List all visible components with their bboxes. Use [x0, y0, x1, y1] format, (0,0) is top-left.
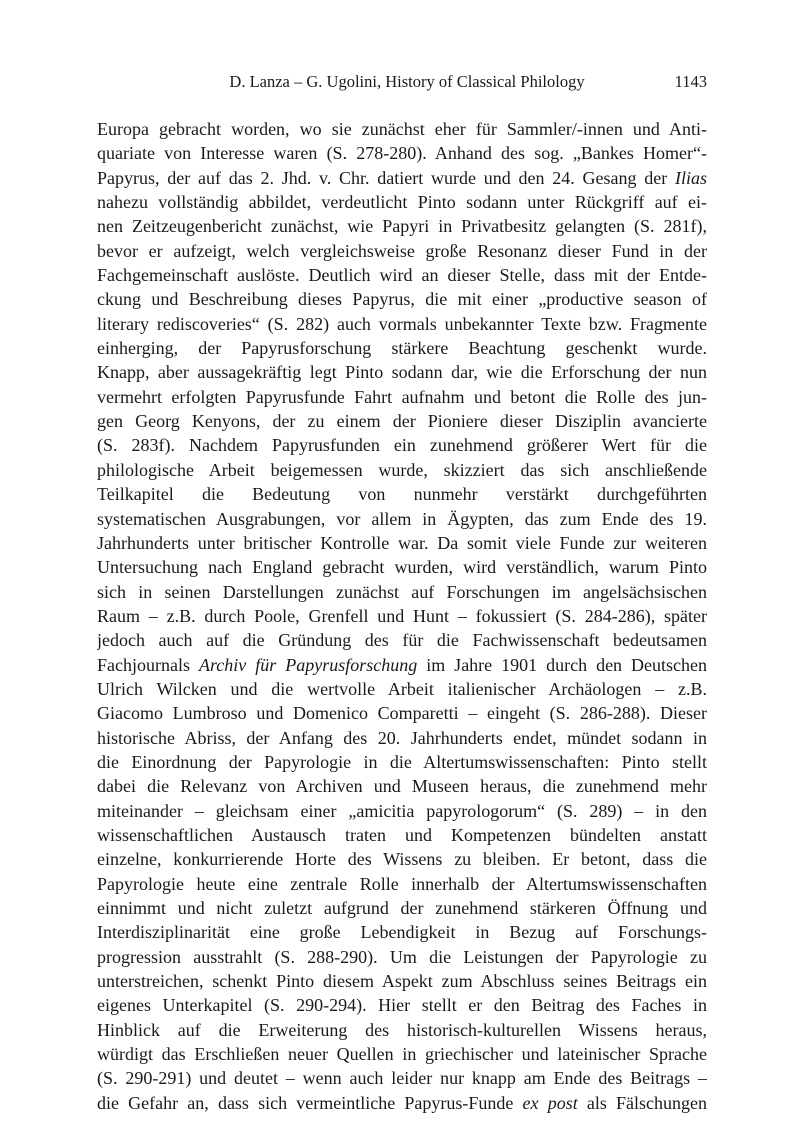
text-segment: Untersuchung nach England gebracht wurden, wird verständlich, warum Pinto: [97, 557, 707, 578]
text-segment: würdigt das Erschließen neuer Quellen in griechischer und lateinischer Sprache: [97, 1044, 707, 1065]
text-line: [97, 312, 707, 336]
text-line: [97, 604, 707, 628]
text-segment: einherging, der Papyrusforschung stärkere Beachtung geschenkt wurde.: [97, 338, 707, 359]
text-segment: nen Zeitzeugenbericht zunächst, wie Papyri in Privatbesitz gelangten (S. 281f),: [97, 216, 707, 237]
text-line: [97, 920, 707, 944]
text-segment: philologische Arbeit beigemessen wurde, skizziert das sich anschließende: [97, 459, 707, 480]
text-segment: dabei die Relevanz von Archiven und Museen heraus, die zunehmend mehr: [97, 776, 707, 797]
italic-text: ex post: [522, 1092, 578, 1113]
text-line: [97, 555, 707, 579]
text-segment: unterstreichen, schenkt Pinto diesem Aspekt zum Abschluss seines Beitrags ein: [97, 971, 707, 992]
body-text: [97, 117, 707, 1115]
text-line: [97, 360, 707, 384]
text-line: [97, 823, 707, 847]
text-line: [97, 1066, 707, 1090]
text-line: [97, 653, 707, 677]
text-line: [97, 580, 707, 604]
text-segment: sich in seinen Darstellungen zunächst auf Forschungen im angelsächsischen: [97, 581, 707, 602]
text-segment: einzelne, konkurrierende Horte des Wissens zu bleiben. Er betont, dass die: [97, 849, 707, 870]
text-line: [97, 287, 707, 311]
text-line: [97, 1091, 707, 1115]
text-segment: Interdisziplinarität eine große Lebendigkeit in Bezug auf Forschungs-: [97, 922, 707, 943]
text-segment: Ulrich Wilcken und die wertvolle Arbeit italienischer Archäologen – z.B.: [97, 678, 707, 699]
text-segment: die Gefahr an, dass sich vermeintliche Papyrus-Funde: [97, 1092, 523, 1113]
text-line: [97, 847, 707, 871]
text-line: [97, 263, 707, 287]
text-segment: Europa gebracht worden, wo sie zunächst eher für Sammler/-innen und Anti-: [97, 119, 707, 139]
text-segment: Papyrologie heute eine zentrale Rolle innerhalb der Altertumswissenschaften: [97, 873, 707, 894]
page-number: 1143: [674, 72, 707, 91]
text-segment: die Einordnung der Papyrologie in die Altertumswissenschaften: Pinto stellt: [97, 751, 707, 772]
text-segment: miteinander – gleichsam einer „amicitia papyrologorum“ (S. 289) – in den: [97, 800, 707, 821]
text-line: [97, 701, 707, 725]
text-segment: jedoch auch auf die Gründung des für die Fachwissenschaft bedeutsamen: [97, 630, 707, 651]
running-header: [97, 72, 707, 94]
text-segment: Raum – z.B. durch Poole, Grenfell und Hunt – fokussiert (S. 284-286), später: [97, 605, 707, 626]
text-line: [97, 1018, 707, 1042]
text-segment: gen Georg Kenyons, der zu einem der Pioniere dieser Disziplin avancierte: [97, 411, 707, 432]
text-segment: historische Abriss, der Anfang des 20. Jahrhunderts endet, mündet sodann in: [97, 727, 707, 748]
text-segment: bevor er aufzeigt, welch vergleichsweise große Resonanz dieser Fund in der: [97, 240, 707, 261]
italic-text: Ilias: [674, 167, 707, 188]
text-line: [97, 799, 707, 823]
text-line: [97, 117, 707, 141]
text-segment: Giacomo Lumbroso und Domenico Comparetti – eingeht (S. 286-288). Dieser: [97, 703, 707, 724]
text-line: [97, 433, 707, 457]
text-segment: (S. 283f). Nachdem Papyrusfunden ein zunehmend größerer Wert für die: [97, 435, 707, 456]
text-line: [97, 628, 707, 652]
text-line: [97, 507, 707, 531]
text-segment: Jahrhunderts unter britischer Kontrolle war. Da somit viele Funde zur weiteren: [97, 532, 707, 553]
text-line: [97, 239, 707, 263]
text-segment: literary rediscoveries“ (S. 282) auch vormals unbekannter Texte bzw. Fragmente: [97, 313, 707, 334]
text-line: [97, 190, 707, 214]
text-segment: als Fälschungen: [577, 1092, 707, 1113]
text-line: [97, 677, 707, 701]
text-segment: Fachjournals: [97, 654, 199, 675]
text-segment: Hinblick auf die Erweiterung des historisch-kulturellen Wissens heraus,: [97, 1019, 707, 1040]
text-segment: im Jahre 1901 durch den Deutschen: [417, 654, 707, 675]
text-line: [97, 969, 707, 993]
text-line: [97, 993, 707, 1017]
text-segment: nahezu vollständig abbildet, verdeutlicht Pinto sodann unter Rückgriff auf ei-: [97, 192, 707, 213]
text-segment: ckung und Beschreibung dieses Papyrus, die mit einer „productive season of: [97, 289, 707, 310]
text-segment: wissenschaftlichen Austausch traten und Kompetenzen bündelten anstatt: [97, 824, 707, 845]
text-line: [97, 336, 707, 360]
text-line: [97, 896, 707, 920]
text-segment: (S. 290-291) und deutet – wenn auch leider nur knapp am Ende des Beitrags –: [97, 1068, 707, 1089]
text-line: [97, 409, 707, 433]
text-segment: Knapp, aber aussagekräftig legt Pinto sodann dar, wie die Erforschung der nun: [97, 362, 707, 383]
text-line: [97, 482, 707, 506]
text-segment: progression ausstrahlt (S. 288-290). Um die Leistungen der Papyrologie zu: [97, 946, 707, 967]
text-line: [97, 774, 707, 798]
text-line: [97, 1042, 707, 1066]
text-line: [97, 531, 707, 555]
text-segment: eigenes Unterkapitel (S. 290-294). Hier stellt er den Beitrag des Faches in: [97, 995, 707, 1016]
text-line: [97, 141, 707, 165]
text-line: [97, 726, 707, 750]
text-line: [97, 872, 707, 896]
text-segment: quariate von Interesse waren (S. 278-280). Anhand des sog. „Bankes Homer“-: [97, 143, 707, 164]
text-line: [97, 458, 707, 482]
text-line: [97, 214, 707, 238]
text-line: [97, 750, 707, 774]
italic-text: Archiv für Papyrusforschung: [198, 654, 418, 675]
text-segment: Teilkapitel die Bedeutung von nunmehr verstärkt durchgeführten: [97, 484, 707, 505]
text-segment: systematischen Ausgrabungen, vor allem in Ägypten, das zum Ende des 19.: [97, 508, 707, 529]
running-title: D. Lanza – G. Ugolini, History of Classical Philology: [229, 72, 585, 91]
text-line: [97, 945, 707, 969]
text-line: [97, 166, 707, 190]
text-segment: vermehrt erfolgten Papyrusfunde Fahrt aufnahm und betont die Rolle des jun-: [97, 386, 707, 407]
text-segment: Fachgemeinschaft auslöste. Deutlich wird an dieser Stelle, dass mit der Entde-: [97, 265, 707, 286]
text-segment: Papyrus, der auf das 2. Jhd. v. Chr. datiert wurde und den 24. Gesang der: [97, 167, 675, 188]
text-segment: einnimmt und nicht zuletzt aufgrund der zunehmend stärkeren Öffnung und: [97, 898, 707, 918]
text-line: [97, 385, 707, 409]
